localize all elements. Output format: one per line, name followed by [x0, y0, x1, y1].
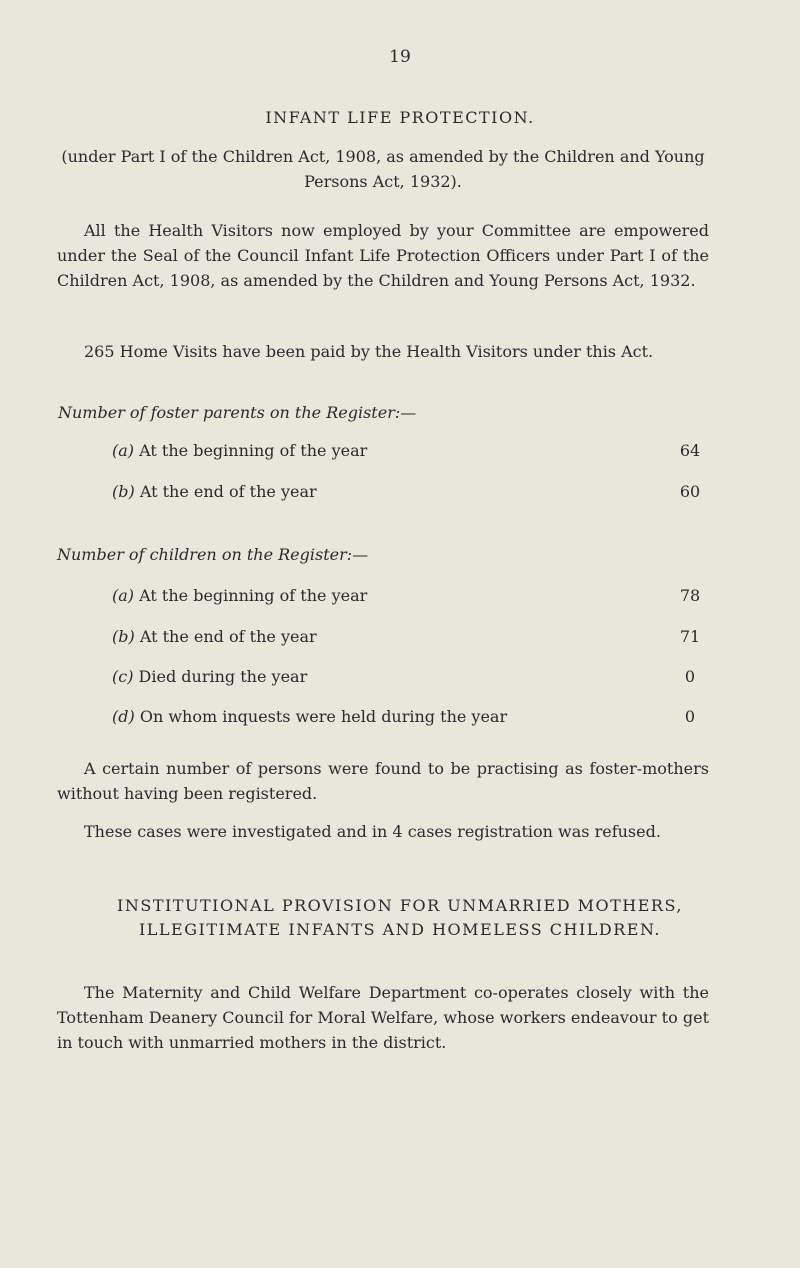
foster-row-b [112, 481, 710, 503]
page-number: 19 [389, 47, 411, 67]
section-title-institutional-line1: INSTITUTIONAL PROVISION FOR UNMARRIED MOTHERS, [117, 896, 683, 915]
row-label [112, 481, 317, 503]
row-label [112, 440, 367, 462]
children-row-c [112, 666, 710, 688]
children-row-d [112, 706, 710, 728]
row-letter: (b) [112, 627, 135, 646]
row-text: At the beginning of the year [139, 586, 368, 605]
row-label [112, 706, 507, 728]
row-text: At the end of the year [139, 482, 317, 501]
row-value: 71 [679, 627, 701, 646]
row-label [112, 626, 317, 648]
section-title-infant-life-protection: INFANT LIFE PROTECTION. [265, 108, 535, 127]
row-label [112, 585, 367, 607]
row-value: 0 [684, 707, 696, 726]
foster-row-a [112, 440, 710, 462]
row-value: 60 [679, 482, 701, 501]
section-subtitle: (under Part I of the Children Act, 1908, as amended by the Children and Young Persons Act, 1932). [61, 147, 705, 191]
row-text: Died during the year [138, 667, 308, 686]
paragraph-health-visitors: All the Health Visitors now employed by your Committee are empowered under the Seal of the Council Infant Life Protection Officers under Part I of the Children Act, 1908, as amended by the Children and Young Persons Act, 1932. [57, 221, 709, 290]
row-label [112, 666, 307, 688]
row-value: 0 [684, 667, 696, 686]
paragraph-cases-investigated: These cases were investigated and in 4 cases registration was refused. [84, 822, 661, 841]
row-text: On whom inquests were held during the year [139, 707, 508, 726]
row-text: At the beginning of the year [139, 441, 368, 460]
paragraph-home-visits: 265 Home Visits have been paid by the Health Visitors under this Act. [84, 342, 654, 361]
row-letter: (b) [112, 482, 135, 501]
paragraph-maternity-welfare: The Maternity and Child Welfare Department co-operates closely with the Tottenham Deanery Council for Moral Welfare, whose workers endeavour to get in touch with unmarried mothers in the district. [57, 983, 709, 1052]
row-letter: (a) [112, 586, 135, 605]
children-row-a [112, 585, 710, 607]
row-value: 64 [679, 441, 701, 460]
children-register-heading: Number of children on the Register:— [57, 545, 369, 564]
children-row-b [112, 626, 710, 648]
row-value: 78 [679, 586, 701, 605]
foster-parents-heading: Number of foster parents on the Register:— [58, 403, 417, 422]
section-title-institutional-line2: ILLEGITIMATE INFANTS AND HOMELESS CHILDREN. [138, 920, 662, 939]
row-letter: (c) [112, 667, 134, 686]
row-letter: (d) [112, 707, 135, 726]
row-letter: (a) [112, 441, 135, 460]
row-text: At the end of the year [139, 627, 317, 646]
paragraph-foster-mothers: A certain number of persons were found to be practising as foster-mothers without having been registered. [57, 759, 709, 803]
